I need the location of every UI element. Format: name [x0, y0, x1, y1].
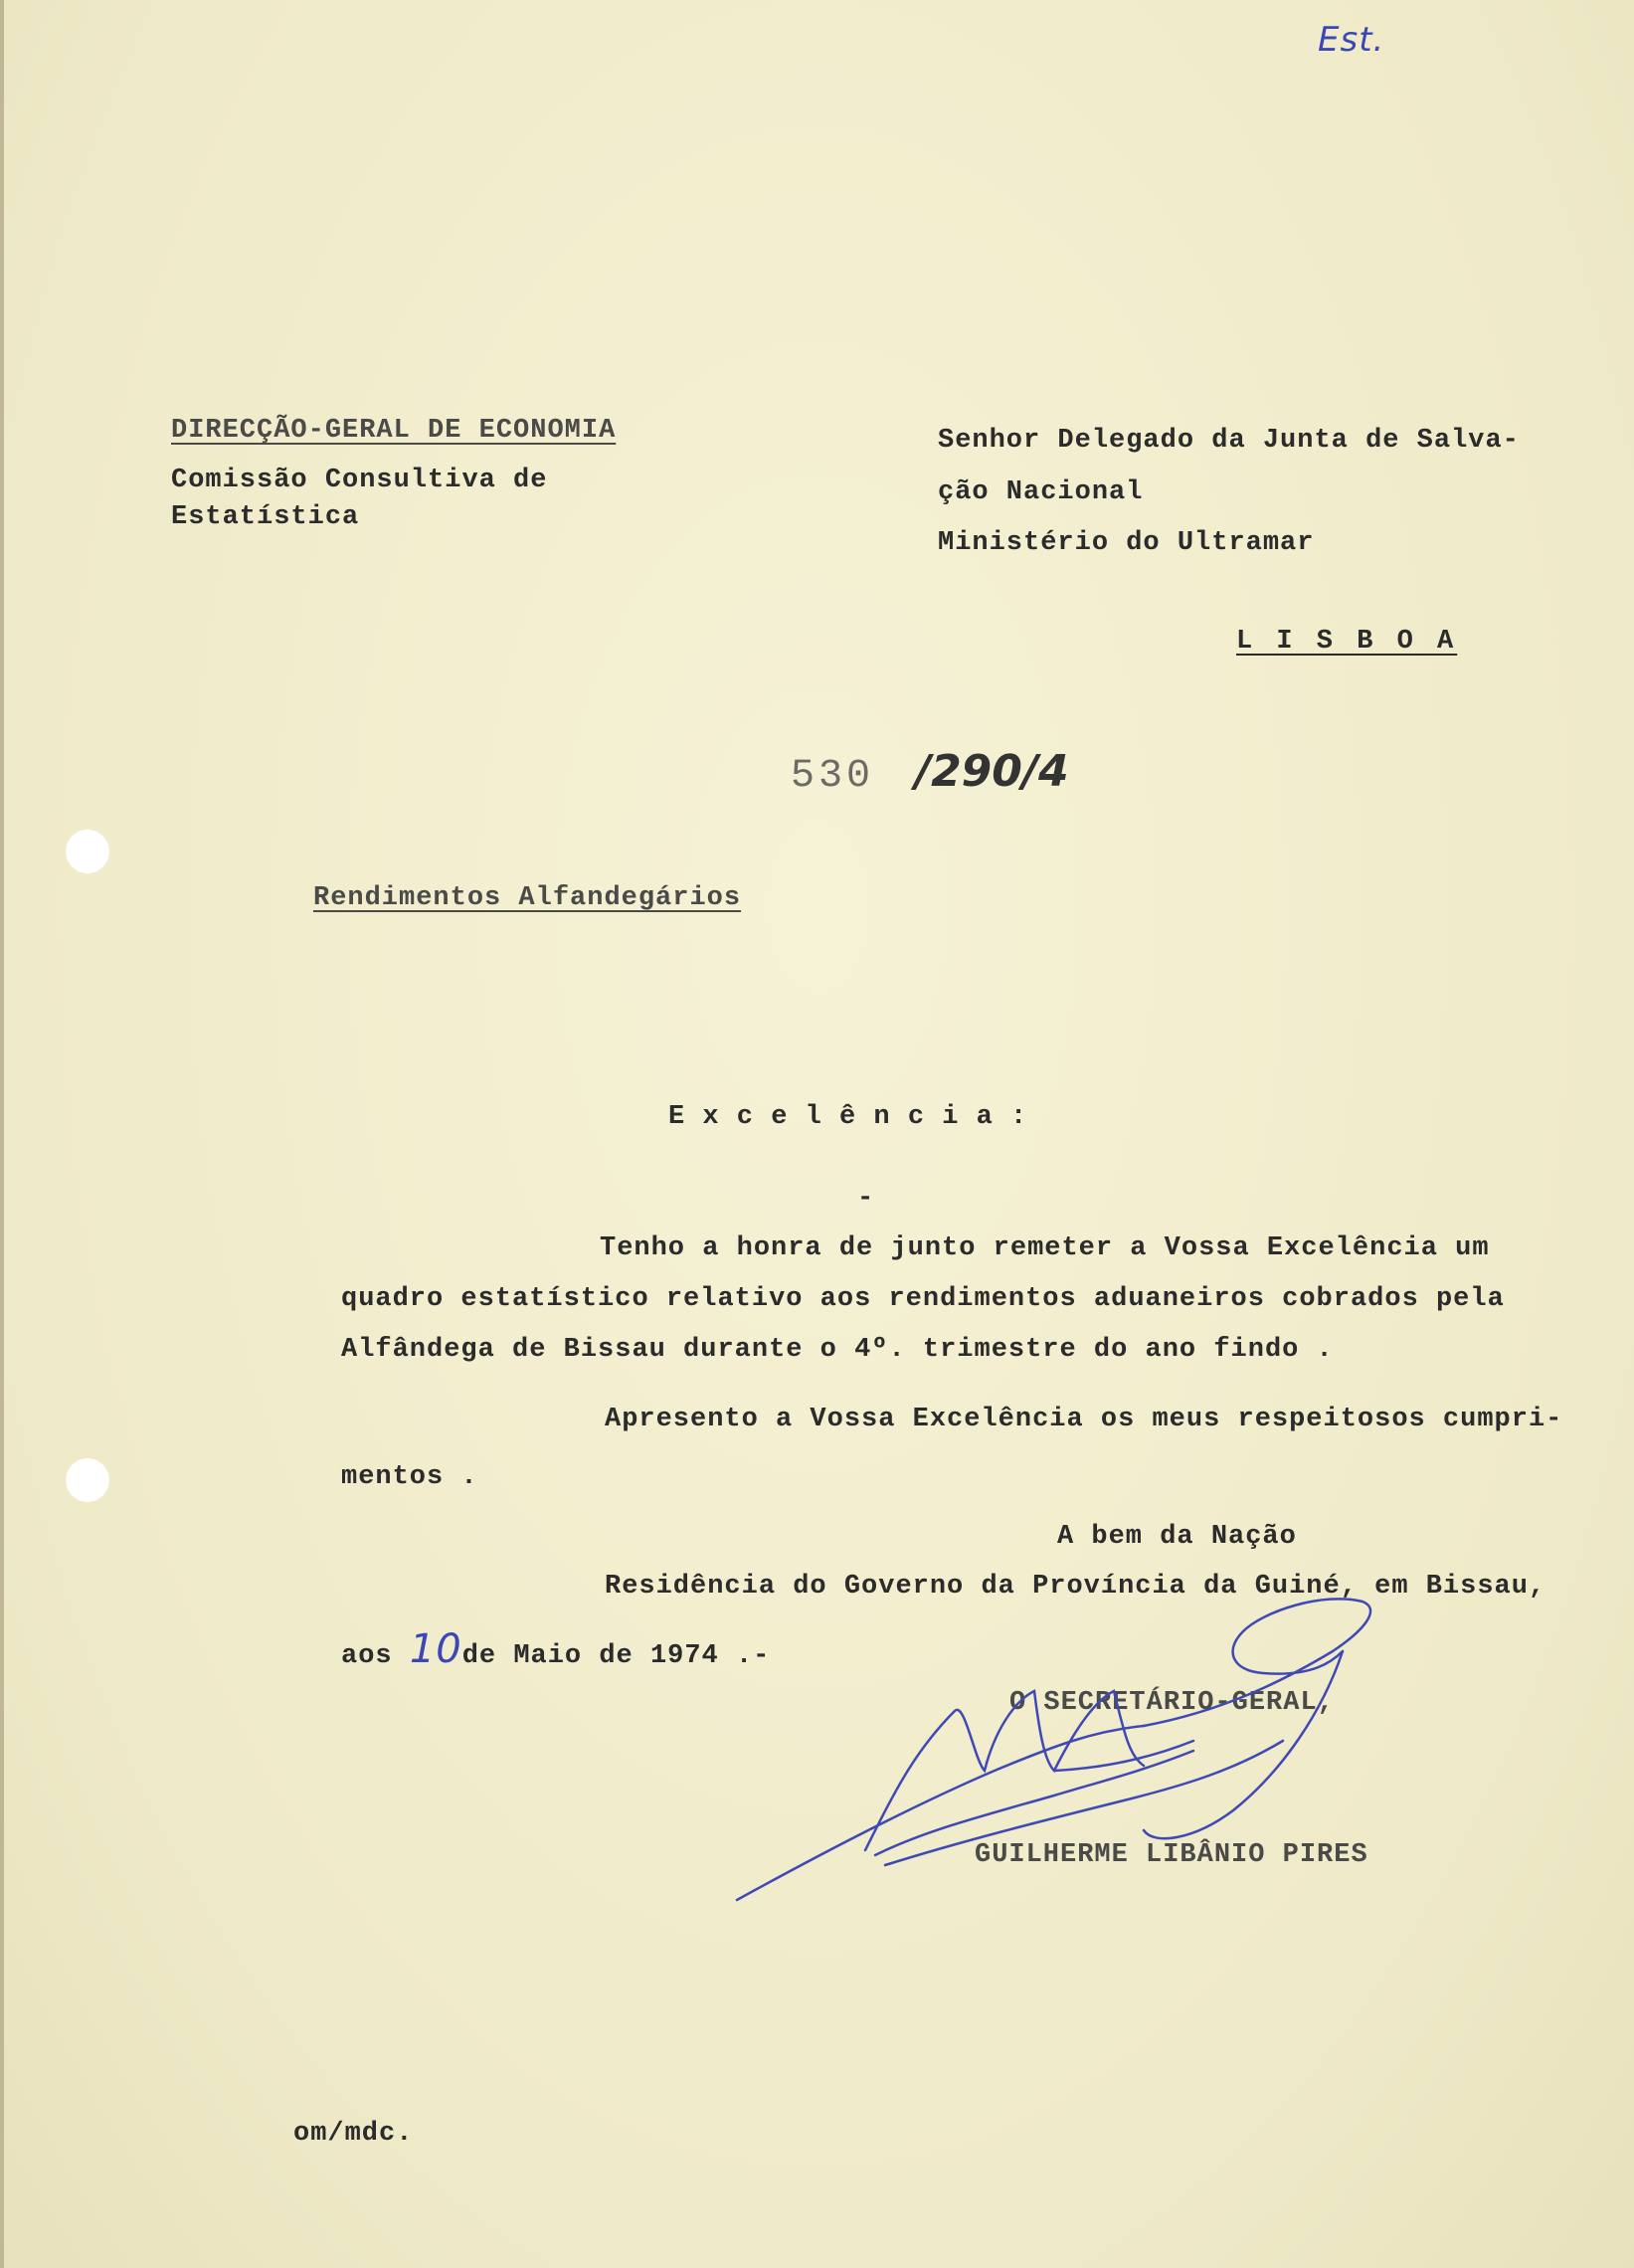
signatory-title: O SECRETÁRIO-GERAL, — [1009, 1688, 1335, 1718]
body-paragraph-1-line-2: quadro estatístico relativo aos rendimentos aduaneiros cobrados pela — [341, 1284, 1505, 1314]
body-paragraph-2-line-1: Apresento a Vossa Excelência os meus respeitosos cumpri- — [605, 1405, 1563, 1434]
subject-line: Rendimentos Alfandegários — [313, 883, 742, 913]
body-paragraph-1-line-1: Tenho a honra de junto remeter a Vossa Excelência um — [600, 1233, 1490, 1263]
punch-hole-lower — [66, 1458, 109, 1502]
closing-motto: A bem da Nação — [1057, 1522, 1297, 1552]
recipient-line-3: Ministério do Ultramar — [938, 528, 1315, 558]
punch-hole-upper — [66, 830, 109, 873]
sender-department: DIRECÇÃO-GERAL DE ECONOMIA — [171, 416, 617, 446]
reference-stamped-number: 530 — [791, 754, 875, 799]
closing-place: Residência do Governo da Província da Guiné, em Bissau, — [605, 1572, 1546, 1602]
sender-commission: Comissão Consultiva de — [171, 466, 548, 495]
recipient-line-2: ção Nacional — [938, 477, 1144, 507]
typist-initials: om/mdc. — [293, 2119, 414, 2149]
date-prefix: aos — [341, 1641, 393, 1671]
page-edge-shadow — [0, 0, 4, 2268]
date-day-handwritten: 10 — [409, 1626, 462, 1672]
annotation-top: Est. — [1318, 20, 1385, 60]
handwritten-signature — [726, 1592, 1502, 1920]
sender-statistics: Estatística — [171, 502, 360, 532]
recipient-line-1: Senhor Delegado da Junta de Salva- — [938, 426, 1520, 456]
signatory-name: GUILHERME LIBÂNIO PIRES — [975, 1840, 1368, 1870]
separator-dash: - — [857, 1184, 875, 1214]
body-paragraph-1-line-3: Alfândega de Bissau durante o 4º. trimestre do ano findo . — [341, 1335, 1334, 1365]
reference-handwritten-number: /290/4 — [915, 746, 1069, 797]
recipient-city: L I S B O A — [1236, 627, 1458, 657]
salutation: E x c e l ê n c i a : — [668, 1102, 1028, 1132]
closing-date — [341, 1626, 770, 1672]
date-rest: de Maio de 1974 .- — [461, 1641, 771, 1671]
body-paragraph-2-line-2: mentos . — [341, 1462, 478, 1492]
